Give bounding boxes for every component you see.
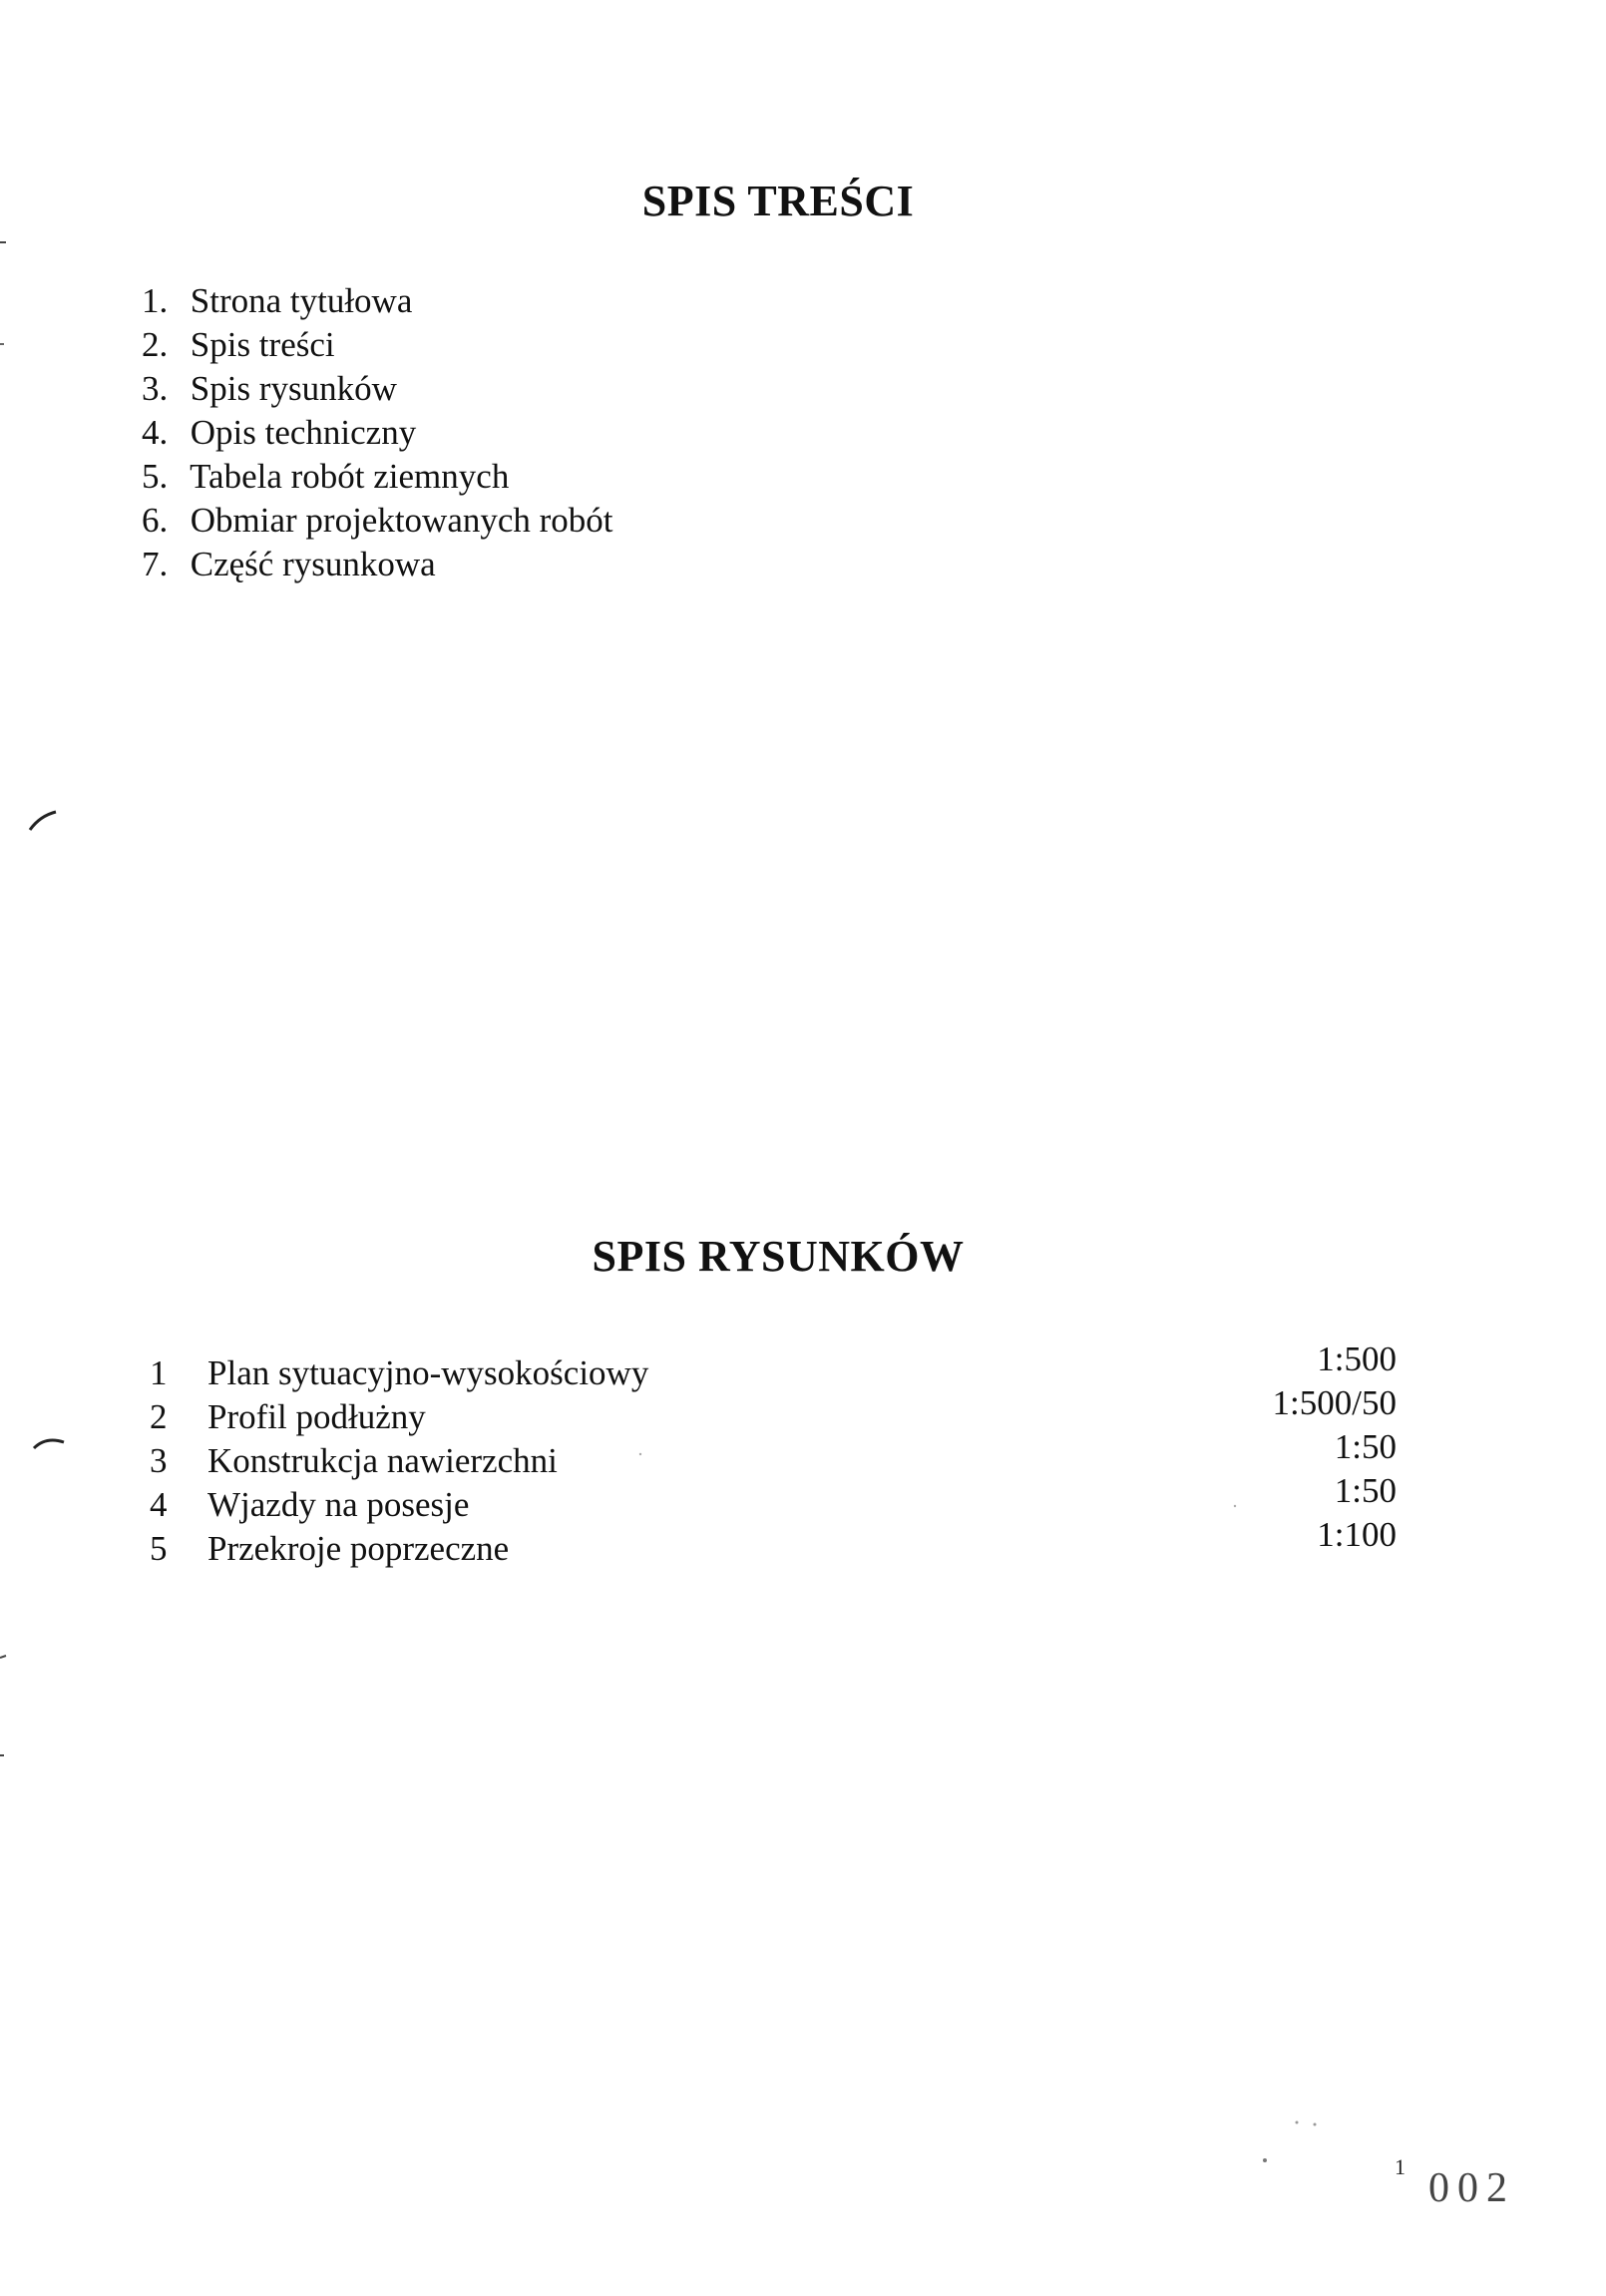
drawings-row	[150, 1471, 1397, 1524]
toc-list	[142, 279, 613, 586]
toc-item	[142, 323, 613, 367]
scan-mark	[1296, 2121, 1299, 2124]
toc-item-label: Strona tytułowa	[190, 281, 413, 320]
toc-item-number: 2.	[142, 325, 169, 364]
scan-mark	[1263, 2158, 1267, 2162]
scan-mark	[30, 812, 56, 830]
drawing-name: Plan sytuacyjno-wysokościowy	[207, 1353, 649, 1392]
toc-item-label: Tabela robót ziemnych	[190, 457, 510, 496]
toc-item-number: 5.	[142, 457, 169, 496]
drawing-name: Konstrukcja nawierzchni	[207, 1441, 558, 1480]
scan-mark	[1314, 2123, 1317, 2126]
drawing-scale: 1:50	[1334, 1427, 1397, 1466]
toc-item-number: 4.	[142, 413, 169, 452]
drawing-name: Profil podłużny	[207, 1397, 426, 1436]
toc-item-label: Spis rysunków	[190, 369, 397, 408]
toc-item-number: 6.	[142, 501, 169, 540]
toc-item-number: 7.	[142, 545, 169, 583]
toc-item	[142, 367, 613, 411]
toc-item-number: 3.	[142, 369, 169, 408]
drawing-number: 4	[150, 1485, 168, 1524]
toc-item	[142, 279, 613, 323]
drawing-name: Wjazdy na posesje	[207, 1485, 470, 1524]
drawing-name: Przekroje poprzeczne	[207, 1529, 510, 1568]
page-number-superscript: 1	[1395, 2154, 1405, 2179]
drawing-scale: 1:100	[1317, 1515, 1397, 1554]
toc-item-label: Obmiar projektowanych robót	[190, 501, 613, 540]
drawing-number: 2	[150, 1397, 168, 1436]
toc-title: SPIS TREŚCI	[641, 177, 915, 225]
toc-item	[142, 411, 613, 455]
toc-item	[142, 455, 613, 499]
drawing-scale: 1:500	[1317, 1339, 1397, 1378]
drawings-row	[150, 1427, 1397, 1480]
drawing-number: 3	[150, 1441, 168, 1480]
toc-item	[142, 499, 613, 543]
toc-item-label: Spis treści	[190, 325, 335, 364]
drawings-row	[150, 1339, 1397, 1392]
scan-mark	[0, 1656, 6, 1658]
toc-item-label: Opis techniczny	[190, 413, 417, 452]
drawings-row	[150, 1515, 1397, 1568]
drawing-number: 5	[150, 1529, 168, 1568]
toc-item-label: Część rysunkowa	[190, 545, 436, 583]
toc-item-number: 1.	[142, 281, 169, 320]
drawing-scale: 1:500/50	[1272, 1383, 1397, 1422]
drawings-title: SPIS RYSUNKÓW	[592, 1232, 965, 1281]
drawing-scale: 1:50	[1334, 1471, 1397, 1510]
drawing-number: 1	[150, 1353, 168, 1392]
drawings-table	[150, 1339, 1397, 1568]
page-number: 002	[1428, 2165, 1515, 2211]
toc-item	[142, 543, 613, 586]
drawings-row	[150, 1383, 1397, 1436]
scan-mark	[34, 1440, 64, 1448]
